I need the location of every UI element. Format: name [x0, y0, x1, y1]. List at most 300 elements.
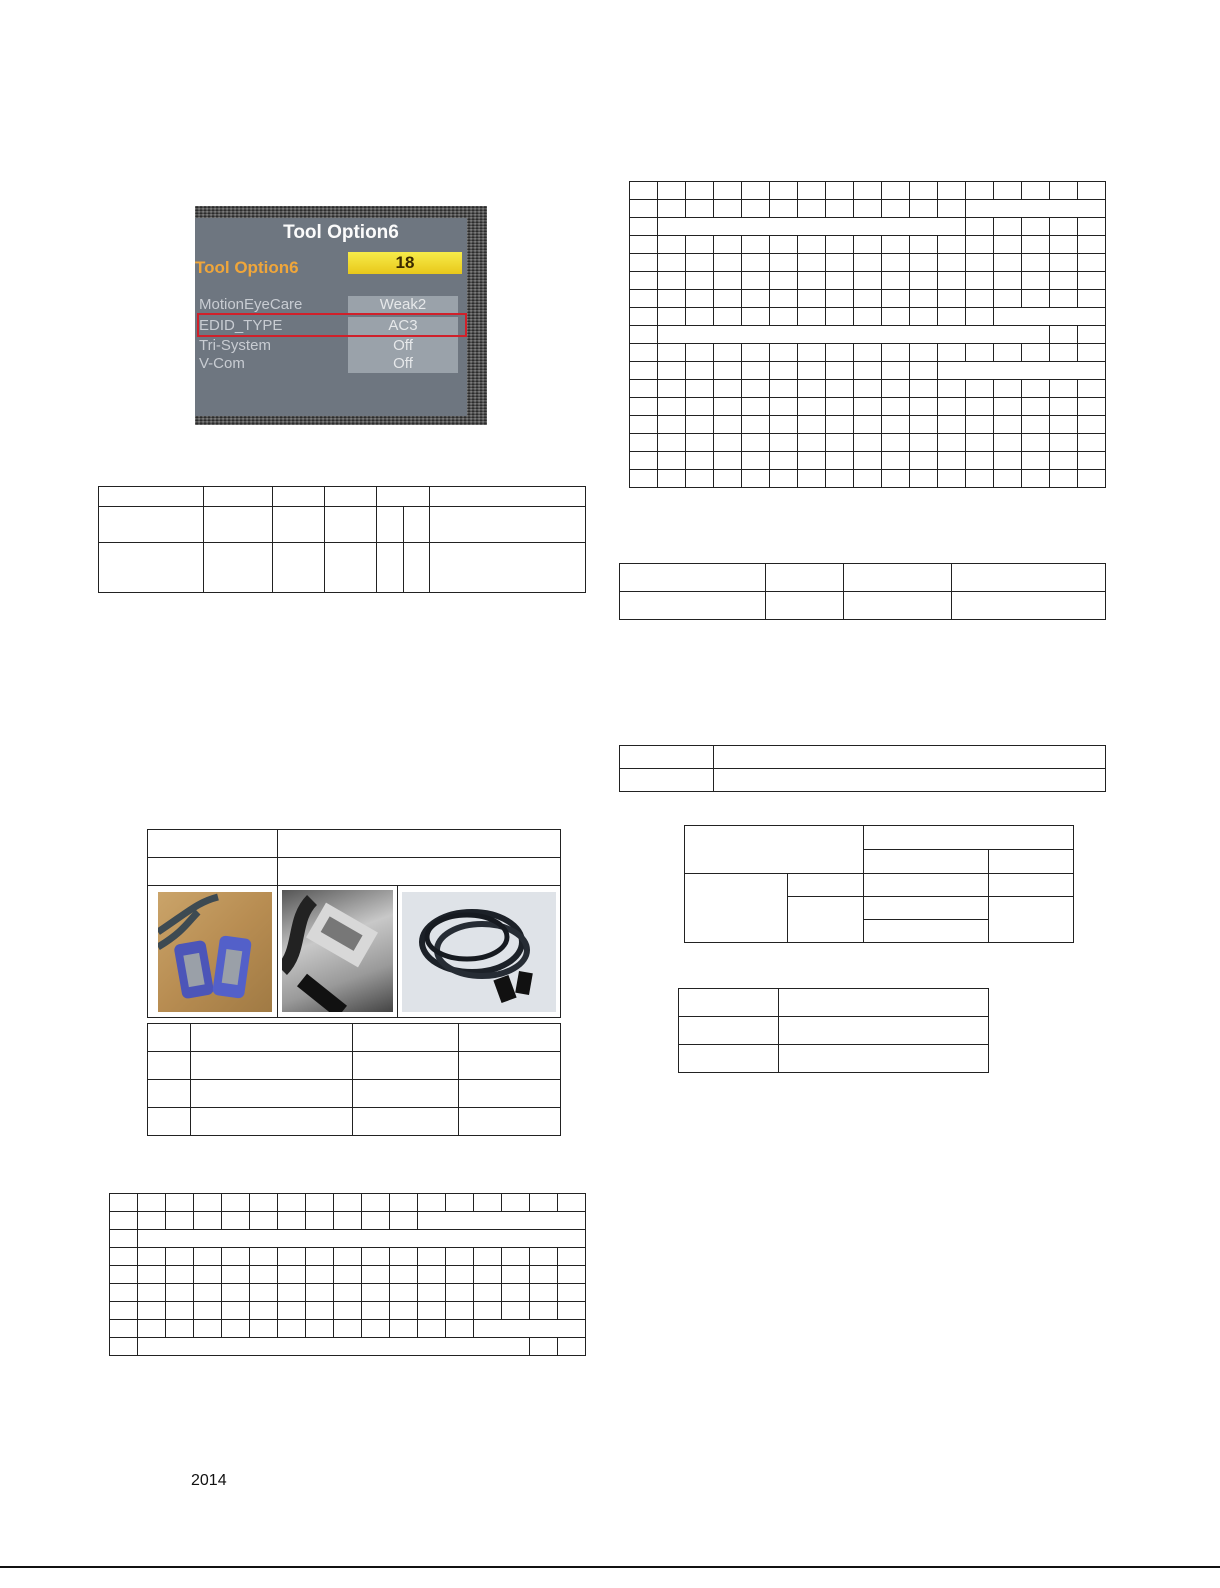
grid-cell: [658, 380, 686, 398]
merged-cell-table: [684, 825, 1074, 943]
table-cell: [353, 1052, 459, 1080]
grid-cell: [222, 1194, 250, 1212]
table-cell: [864, 874, 989, 897]
grid-cell: [882, 272, 910, 290]
grid-cell: [742, 362, 770, 380]
grid-cell: [502, 1266, 530, 1284]
grid-cell: [686, 398, 714, 416]
grid-cell: [658, 326, 1050, 344]
table-cell: [989, 897, 1074, 943]
grid-cell: [882, 290, 910, 308]
grid-cell: [630, 326, 658, 344]
grid-cell: [770, 308, 798, 326]
grid-cell: [742, 380, 770, 398]
table-cell: [191, 1052, 353, 1080]
grid-cell: [826, 182, 854, 200]
grid-cell: [138, 1302, 166, 1320]
photo-divider: [277, 885, 278, 1018]
grid-cell: [826, 290, 854, 308]
grid-cell: [798, 290, 826, 308]
grid-cell: [938, 344, 966, 362]
grid-cell: [966, 398, 994, 416]
table-cell: [325, 487, 377, 507]
grid-cell: [938, 434, 966, 452]
grid-cell: [854, 434, 882, 452]
grid-cell: [1022, 416, 1050, 434]
grid-cell: [166, 1320, 194, 1338]
grid-cell: [798, 452, 826, 470]
grid-cell: [882, 236, 910, 254]
grid-cell: [882, 380, 910, 398]
grid-cell: [882, 362, 910, 380]
grid-cell: [138, 1284, 166, 1302]
grid-cell: [770, 380, 798, 398]
grid-cell: [194, 1302, 222, 1320]
grid-cell: [250, 1248, 278, 1266]
table-cell: [430, 543, 586, 593]
grid-cell: [686, 344, 714, 362]
grid-cell: [110, 1320, 138, 1338]
grid-cell: [222, 1266, 250, 1284]
grid-cell: [1022, 344, 1050, 362]
cable-list-table: [147, 1023, 561, 1136]
grid-cell: [826, 272, 854, 290]
table-cell: [99, 543, 204, 593]
grid-cell: [798, 398, 826, 416]
grid-cell: [1078, 416, 1106, 434]
grid-cell: [278, 1194, 306, 1212]
grid-cell: [630, 380, 658, 398]
grid-cell: [1050, 326, 1078, 344]
grid-cell: [658, 344, 686, 362]
grid-cell: [714, 362, 742, 380]
grid-cell: [770, 272, 798, 290]
grid-cell: [966, 452, 994, 470]
grid-cell: [1078, 182, 1106, 200]
grid-cell: [854, 362, 882, 380]
grid-cell: [658, 398, 686, 416]
grid-cell: [306, 1212, 334, 1230]
grid-cell: [1050, 398, 1078, 416]
table-cell: [864, 897, 989, 920]
grid-cell: [966, 236, 994, 254]
grid-cell: [1050, 290, 1078, 308]
osd-row-label: MotionEyeCare: [199, 296, 303, 313]
grid-cell: [1050, 254, 1078, 272]
osd-row-value: Weak2: [348, 296, 458, 314]
grid-cell: [166, 1266, 194, 1284]
grid-cell: [250, 1284, 278, 1302]
osd-row-label: EDID_TYPE: [199, 317, 283, 334]
grid-cell: [938, 254, 966, 272]
grid-cell: [1050, 344, 1078, 362]
grid-cell: [418, 1194, 446, 1212]
grid-cell: [714, 272, 742, 290]
grid-cell: [250, 1266, 278, 1284]
osd-highlight-label: Tool Option6: [195, 258, 299, 277]
grid-cell: [686, 362, 714, 380]
grid-cell: [334, 1266, 362, 1284]
grid-cell: [390, 1194, 418, 1212]
grid-cell: [474, 1302, 502, 1320]
table-cell: [191, 1080, 353, 1108]
grid-cell: [910, 290, 938, 308]
grid-cell: [938, 272, 966, 290]
grid-cell: [1050, 182, 1078, 200]
grid-cell: [110, 1284, 138, 1302]
grid-cell: [742, 308, 770, 326]
grid-cell: [418, 1248, 446, 1266]
grid-cell: [910, 380, 938, 398]
grid-cell: [390, 1266, 418, 1284]
grid-cell: [250, 1212, 278, 1230]
grid-cell: [334, 1302, 362, 1320]
grid-cell: [334, 1284, 362, 1302]
table-cell: [459, 1024, 561, 1052]
grid-cell: [714, 290, 742, 308]
osd-row-label: Tri-System: [199, 337, 271, 354]
grid-cell: [742, 182, 770, 200]
table-cell: [788, 897, 864, 943]
grid-cell: [910, 236, 938, 254]
grid-cell: [742, 470, 770, 488]
grid-cell: [714, 470, 742, 488]
table-cell: [353, 1108, 459, 1136]
table-cell: [714, 769, 1106, 792]
table-cell: [989, 850, 1074, 874]
grid-cell: [278, 1302, 306, 1320]
osd-highlight-value: 18: [348, 252, 462, 274]
table-cell: [844, 592, 952, 620]
grid-cell: [798, 272, 826, 290]
grid-cell: [138, 1248, 166, 1266]
grid-cell: [770, 362, 798, 380]
grid-cell: [994, 380, 1022, 398]
grid-cell: [446, 1248, 474, 1266]
four-column-table: [619, 563, 1106, 620]
photo-divider: [397, 885, 398, 1018]
grid-cell: [798, 470, 826, 488]
grid-cell: [686, 272, 714, 290]
grid-cell: [166, 1284, 194, 1302]
grid-cell: [194, 1212, 222, 1230]
grid-cell: [166, 1212, 194, 1230]
grid-cell: [826, 416, 854, 434]
grid-cell: [714, 398, 742, 416]
grid-cell: [658, 182, 686, 200]
grid-cell: [658, 272, 686, 290]
grid-cell: [1022, 218, 1050, 236]
grid-cell: [910, 254, 938, 272]
table-cell: [864, 920, 989, 943]
grid-cell: [910, 452, 938, 470]
table-cell: [204, 507, 273, 543]
grid-cell: [994, 344, 1022, 362]
grid-cell: [630, 344, 658, 362]
grid-cell: [530, 1284, 558, 1302]
grid-cell: [742, 398, 770, 416]
grid-cell: [1078, 218, 1106, 236]
table-cell: [99, 507, 204, 543]
grid-cell: [938, 470, 966, 488]
grid-cell: [938, 290, 966, 308]
grid-cell: [362, 1194, 390, 1212]
grid-cell: [854, 416, 882, 434]
grid-cell: [966, 182, 994, 200]
grid-cell: [1050, 416, 1078, 434]
grid-cell: [362, 1320, 390, 1338]
grid-cell: [910, 416, 938, 434]
grid-cell: [278, 1248, 306, 1266]
grid-cell: [686, 470, 714, 488]
grid-cell: [194, 1284, 222, 1302]
grid-cell: [994, 434, 1022, 452]
osd-row-value: Off: [348, 355, 458, 373]
grid-cell: [362, 1212, 390, 1230]
grid-cell: [446, 1266, 474, 1284]
grid-cell: [686, 200, 714, 218]
grid-cell: [938, 380, 966, 398]
table-cell: [191, 1108, 353, 1136]
grid-cell: [306, 1266, 334, 1284]
grid-cell: [658, 200, 686, 218]
grid-cell: [110, 1194, 138, 1212]
grid-cell: [798, 254, 826, 272]
grid-cell: [1078, 452, 1106, 470]
footer-year: 2014: [191, 1472, 227, 1489]
grid-cell: [882, 254, 910, 272]
grid-cell: [1078, 344, 1106, 362]
table-cell: [148, 1108, 191, 1136]
grid-cell: [222, 1248, 250, 1266]
grid-cell: [630, 362, 658, 380]
table-cell: [404, 543, 430, 593]
grid-cell: [1022, 182, 1050, 200]
grid-cell: [938, 362, 1106, 380]
table-cell: [278, 858, 561, 886]
grid-cell: [854, 470, 882, 488]
grid-cell: [686, 308, 714, 326]
grid-cell: [882, 434, 910, 452]
grid-cell: [658, 236, 686, 254]
grid-cell: [1078, 236, 1106, 254]
grid-cell: [966, 272, 994, 290]
table-cell: [714, 746, 1106, 769]
grid-cell: [966, 290, 994, 308]
grid-cell: [138, 1320, 166, 1338]
grid-cell: [278, 1320, 306, 1338]
grid-cell: [742, 272, 770, 290]
grid-cell: [362, 1284, 390, 1302]
grid-cell: [966, 380, 994, 398]
grid-cell: [994, 308, 1106, 326]
table-cell: [620, 769, 714, 792]
osd-row-value: Off: [348, 337, 458, 355]
grid-cell: [966, 254, 994, 272]
grid-cell: [854, 452, 882, 470]
table-cell: [353, 1024, 459, 1052]
grid-cell: [502, 1248, 530, 1266]
grid-cell: [994, 452, 1022, 470]
grid-cell: [474, 1284, 502, 1302]
grid-cell: [826, 308, 854, 326]
grid-cell: [194, 1248, 222, 1266]
grid-cell: [994, 416, 1022, 434]
grid-cell: [966, 434, 994, 452]
grid-cell: [854, 398, 882, 416]
grid-cell: [882, 398, 910, 416]
grid-cell: [138, 1194, 166, 1212]
grid-cell: [558, 1338, 586, 1356]
grid-cell: [658, 218, 966, 236]
table-cell: [766, 592, 844, 620]
table-cell: [952, 564, 1106, 592]
grid-cell: [742, 290, 770, 308]
grid-cell: [966, 344, 994, 362]
tool-option-osd-photo: [195, 206, 487, 425]
grid-cell: [826, 380, 854, 398]
grid-cell: [938, 452, 966, 470]
grid-cell: [1022, 452, 1050, 470]
grid-cell: [474, 1266, 502, 1284]
grid-cell: [854, 182, 882, 200]
hdmi-cable-icon: [402, 892, 556, 1012]
footer-rule: [0, 1566, 1220, 1568]
table-cell: [325, 543, 377, 593]
grid-cell: [1022, 290, 1050, 308]
grid-cell: [938, 236, 966, 254]
grid-cell: [334, 1248, 362, 1266]
grid-cell: [994, 218, 1022, 236]
table-cell: [685, 874, 788, 943]
table-cell: [325, 507, 377, 543]
grid-cell: [166, 1302, 194, 1320]
grid-cell: [1050, 434, 1078, 452]
table-cell: [685, 826, 864, 874]
grid-cell: [166, 1194, 194, 1212]
grid-cell: [390, 1284, 418, 1302]
grid-cell: [798, 380, 826, 398]
table-cell: [148, 1080, 191, 1108]
grid-cell: [742, 236, 770, 254]
grid-cell: [770, 200, 798, 218]
grid-cell: [826, 200, 854, 218]
grid-cell: [194, 1194, 222, 1212]
grid-cell: [630, 434, 658, 452]
grid-cell: [966, 416, 994, 434]
table-cell: [204, 487, 273, 507]
table-cell: [779, 1045, 989, 1073]
grid-cell: [798, 236, 826, 254]
grid-cell: [278, 1284, 306, 1302]
table-cell: [679, 1017, 779, 1045]
grid-cell: [826, 470, 854, 488]
grid-cell: [558, 1266, 586, 1284]
grid-cell: [882, 200, 910, 218]
table-cell: [273, 487, 325, 507]
grid-cell: [770, 290, 798, 308]
grid-cell: [502, 1284, 530, 1302]
grid-cell: [306, 1320, 334, 1338]
grid-cell: [390, 1320, 418, 1338]
grid-cell: [854, 344, 882, 362]
grid-cell: [446, 1302, 474, 1320]
grid-cell: [714, 344, 742, 362]
grid-cell: [938, 308, 966, 326]
table-cell: [278, 830, 561, 858]
grid-cell: [306, 1302, 334, 1320]
grid-cell: [278, 1212, 306, 1230]
grid-cell: [686, 182, 714, 200]
grid-cell: [686, 290, 714, 308]
grid-cell: [250, 1302, 278, 1320]
table-cell: [204, 543, 273, 593]
grid-cell: [742, 416, 770, 434]
grid-cell: [826, 398, 854, 416]
grid-cell: [910, 272, 938, 290]
grid-cell: [530, 1338, 558, 1356]
grid-cell: [770, 344, 798, 362]
grid-cell: [630, 398, 658, 416]
edid-spec-table: [98, 486, 586, 593]
three-row-table: [678, 988, 989, 1073]
grid-cell: [994, 398, 1022, 416]
grid-cell: [530, 1266, 558, 1284]
grid-cell: [194, 1320, 222, 1338]
grid-cell: [1022, 434, 1050, 452]
grid-cell: [250, 1320, 278, 1338]
grid-cell: [334, 1194, 362, 1212]
grid-cell: [1078, 326, 1106, 344]
grid-cell: [474, 1248, 502, 1266]
grid-cell: [166, 1248, 194, 1266]
grid-cell: [306, 1194, 334, 1212]
grid-cell: [798, 200, 826, 218]
grid-cell: [630, 200, 658, 218]
grid-cell: [658, 290, 686, 308]
grid-cell: [362, 1266, 390, 1284]
vga-cable-icon: [158, 892, 272, 1012]
grid-cell: [770, 452, 798, 470]
grid-cell: [714, 416, 742, 434]
grid-cell: [630, 470, 658, 488]
grid-cell: [474, 1320, 586, 1338]
grid-cell: [686, 254, 714, 272]
grid-cell: [418, 1266, 446, 1284]
grid-cell: [418, 1320, 446, 1338]
table-cell: [459, 1108, 561, 1136]
grid-cell: [770, 398, 798, 416]
grid-cell: [630, 308, 658, 326]
grid-cell: [714, 308, 742, 326]
grid-cell: [994, 182, 1022, 200]
grid-cell: [110, 1212, 138, 1230]
table-cell: [779, 989, 989, 1017]
osd-row-label: V-Com: [199, 355, 245, 372]
table-cell: [620, 592, 766, 620]
grid-cell: [334, 1212, 362, 1230]
grid-cell: [994, 254, 1022, 272]
grid-cell: [826, 362, 854, 380]
grid-cell: [1078, 380, 1106, 398]
grid-cell: [334, 1320, 362, 1338]
grid-cell: [222, 1320, 250, 1338]
table-cell: [459, 1080, 561, 1108]
grid-cell: [798, 362, 826, 380]
grid-cell: [530, 1194, 558, 1212]
grid-cell: [1078, 254, 1106, 272]
grid-cell: [1050, 452, 1078, 470]
